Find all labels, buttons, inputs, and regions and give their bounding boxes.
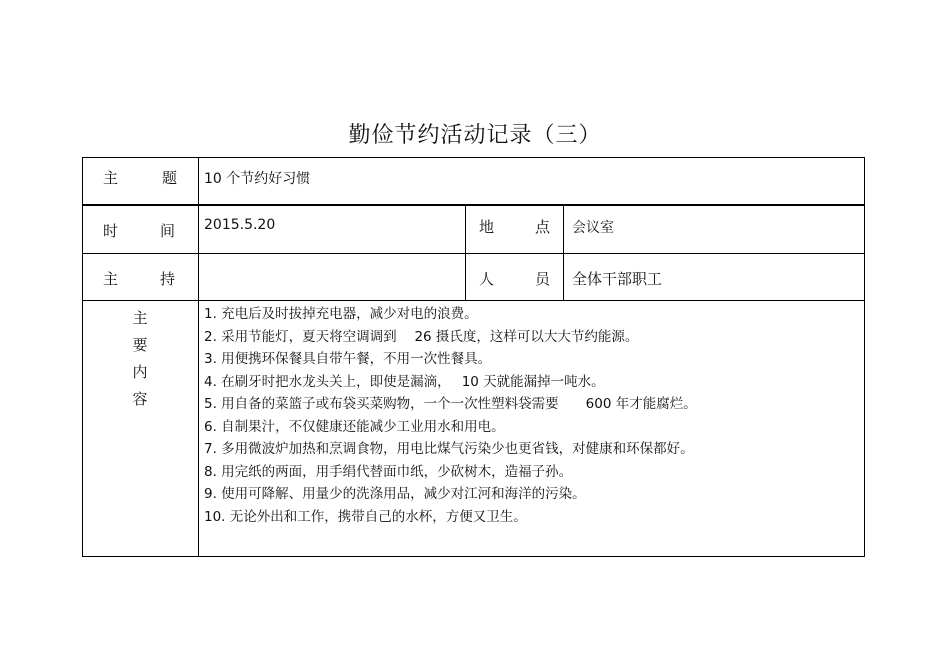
list-item: 4. 在刷牙时把水龙头关上，即使是漏滴， 10 天就能漏掉一吨水。 [204, 373, 605, 390]
content-label-char: 主 [132, 309, 148, 327]
list-item: 7. 多用微波炉加热和烹调食物，用电比煤气污染少也更省钱，对健康和环保都好。 [204, 441, 694, 457]
list-item: 5. 用自备的菜篮子或布袋买菜购物，一个一次性塑料袋需要 600 年才能腐烂。 [204, 396, 697, 412]
list-item: 2. 采用节能灯，夏天将空调调到 26 摄氏度，这样可以大大节约能源。 [204, 328, 639, 345]
row-divider-2 [82, 253, 865, 254]
list-item: 1. 充电后及时拔掉充电器，减少对电的浪费。 [204, 306, 478, 322]
time-label: 时间 [103, 222, 175, 240]
list-item: 8. 用完纸的两面，用手绢代替面巾纸，少砍树木，造福子孙。 [204, 463, 573, 480]
staff-value: 全体干部职工 [572, 270, 663, 288]
list-item: 10. 无论外出和工作，携带自己的水杯，方便又卫生。 [204, 508, 527, 525]
row-divider-1 [82, 204, 865, 206]
table-border-top [82, 157, 865, 158]
list-item: 9. 使用可降解、用量少的洗涤用品，减少对江河和海洋的污染。 [204, 486, 586, 502]
content-list [204, 303, 697, 528]
time-value: 2015.5.20 [204, 217, 276, 233]
list-item: 3. 用便携环保餐具自带午餐，不用一次性餐具。 [204, 351, 492, 367]
staff-label: 人员 [479, 270, 550, 288]
row-divider-3 [82, 300, 865, 301]
theme-label: 主题 [103, 169, 177, 187]
middle-column-divider-1 [465, 205, 466, 301]
content-label [82, 305, 198, 413]
table-border-bottom [82, 556, 865, 557]
host-label: 主持 [103, 270, 175, 288]
list-item: 6. 自制果汁，不仅健康还能减少工业用水和用电。 [204, 418, 505, 435]
page-title: 勤俭节约活动记录（三） [348, 123, 602, 148]
place-value: 会议室 [572, 220, 614, 236]
content-label-char: 容 [132, 390, 148, 408]
table-border-right [864, 157, 865, 557]
theme-value: 10 个节约好习惯 [204, 171, 311, 187]
content-label-char: 内 [132, 363, 148, 381]
content-label-char: 要 [132, 336, 148, 354]
label-column-divider [198, 157, 199, 557]
middle-column-divider-2 [563, 205, 564, 301]
place-label: 地点 [479, 218, 550, 236]
